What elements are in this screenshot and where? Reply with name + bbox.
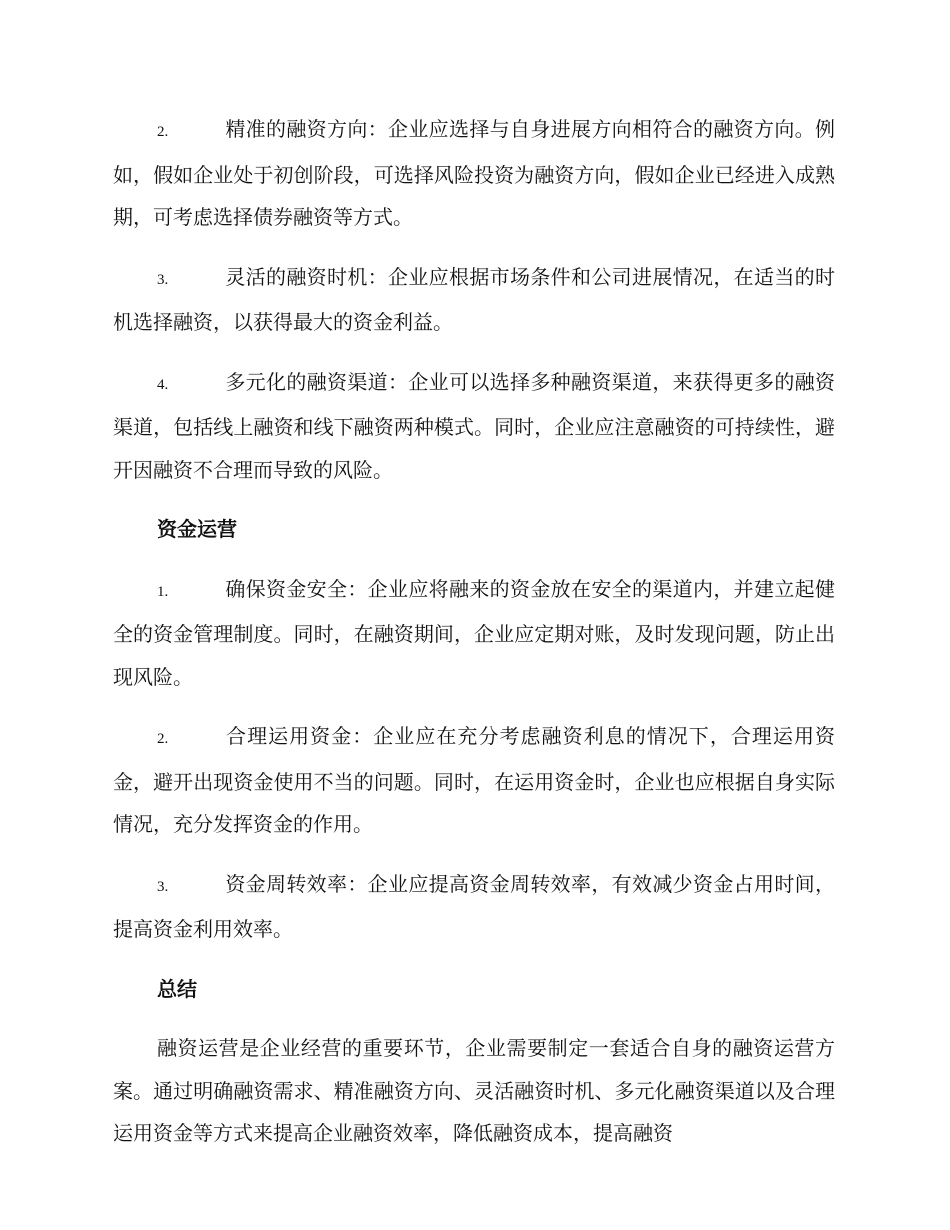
list-item-text: 确保资金安全：企业应将融来的资金放在安全的渠道内，并建立起健全的资金管理制度。同时，在融资期间，企业应定期对账，及时发现问题，防止出现风险。 xyxy=(113,576,835,689)
list-item-text: 多元化的融资渠道：企业可以选择多种融资渠道，来获得更多的融资渠道，包括线上融资和线下融资两种模式。同时，企业应注意融资的可持续性，避开因融资不合理而导致的风险。 xyxy=(113,369,835,482)
document-page xyxy=(113,108,835,1172)
list-item-text: 精准的融资方向：企业应选择与自身进展方向相符合的融资方向。例如，假如企业处于初创阶段，可选择风险投资为融资方向，假如企业已经进入成熟期，可考虑选择债券融资等方式。 xyxy=(113,117,835,229)
list-number: 4. xyxy=(157,376,169,393)
list-number: 2. xyxy=(157,731,169,747)
list-item-text: 灵活的融资时机：企业应根据市场条件和公司进展情况，在适当的时机选择融资，以获得最大的资金利益。 xyxy=(113,264,835,334)
summary-paragraph: 融资运营是企业经营的重要环节，企业需要制定一套适合自身的融资运营方案。通过明确融资需求、精准融资方向、灵活融资时机、多元化融资渠道以及合理运用资金等方式来提高企业融资效率，降低融资成本，提高融资 xyxy=(113,1036,835,1145)
list-number: 3. xyxy=(157,271,169,288)
list-item xyxy=(113,715,835,846)
list-item-text: 资金周转效率：企业应提高资金周转效率，有效减少资金占用时间，提高资金利用效率。 xyxy=(113,871,835,941)
section-heading-summary: 总结 xyxy=(157,976,197,1001)
list-item xyxy=(113,568,835,699)
section-heading-capital: 资金运营 xyxy=(157,517,237,541)
list-item xyxy=(113,863,835,951)
list-item-text: 合理运用资金：企业应在充分考虑融资利息的情况下，合理运用资金，避开出现资金使用不当的问题。同时，在运用资金时，企业也应根据自身实际情况，充分发挥资金的作用。 xyxy=(113,724,835,836)
list-number: 3. xyxy=(157,878,169,895)
list-number: 1. xyxy=(157,583,169,600)
list-number: 2. xyxy=(157,124,169,140)
list-item xyxy=(113,361,835,492)
list-item xyxy=(113,256,835,344)
list-item xyxy=(113,108,835,239)
